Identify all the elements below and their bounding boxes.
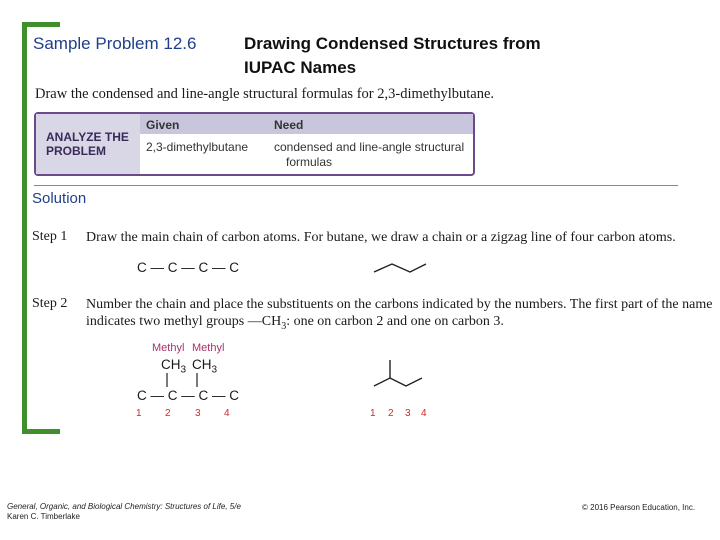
title-prefix: Sample Problem 12.6: [33, 34, 197, 53]
step-1-zigzag-structure: [372, 260, 432, 280]
ch3-2-text: CH: [192, 357, 212, 372]
step-2-text-part-a: indicates two methyl groups —CH: [86, 314, 282, 329]
step-2-text-part-b: : one on carbon 2 and one on carbon 3.: [286, 314, 504, 329]
carbon-number-1: 1: [136, 408, 142, 419]
analyze-header-row: [140, 114, 473, 134]
problem-statement: Draw the condensed and line-angle structural formulas for 2,3-dimethylbutane.: [35, 86, 495, 102]
ch3-2-subscript: 3: [211, 364, 218, 376]
slide-title: [33, 32, 541, 77]
footer-book-credit: [7, 502, 241, 522]
methyl-bonds: [160, 373, 240, 389]
footer-author: Karen C. Timberlake: [7, 512, 80, 521]
step-2-condensed-chain: C — C — C — C: [137, 388, 240, 403]
frame-bracket-side: [22, 22, 27, 434]
title-line-2: IUPAC Names: [244, 58, 357, 77]
given-header: Given: [146, 118, 180, 132]
footer-book-title: General, Organic, and Biological Chemistry: Structures of Life, 5/e: [7, 502, 241, 511]
line-number-4: 4: [421, 408, 427, 419]
carbon-number-4: 4: [224, 408, 230, 419]
ch3-1-text: CH: [161, 357, 181, 372]
step-2-text-line-2: [86, 313, 716, 335]
footer-copyright: © 2016 Pearson Education, Inc.: [582, 503, 696, 512]
carbon-number-2: 2: [165, 408, 171, 419]
step-2-line-angle-structure: [372, 358, 432, 398]
step-2-label: Step 2: [32, 296, 68, 311]
analyze-label-line-1: ANALYZE THE: [46, 130, 129, 144]
line-number-3: 3: [405, 408, 411, 419]
title-main: [244, 32, 684, 80]
need-header: Need: [274, 118, 304, 132]
analyze-label: [36, 114, 140, 174]
frame-bracket-top: [22, 22, 60, 27]
given-value: 2,3-dimethylbutane: [146, 140, 249, 154]
methyl-label-1: Methyl: [152, 342, 185, 354]
solution-divider: [34, 185, 678, 186]
ch3-1-subscript: 3: [180, 364, 187, 376]
step-2-subscript: 3: [281, 320, 287, 332]
frame-bracket-bottom: [22, 429, 60, 434]
step-1-label: Step 1: [32, 229, 68, 244]
need-value-line-1: condensed and line-angle structural: [274, 140, 465, 154]
solution-heading: Solution: [32, 190, 87, 207]
title-line-1: Drawing Condensed Structures from: [244, 34, 541, 53]
carbon-number-3: 3: [195, 408, 201, 419]
need-value-line-2: formulas: [286, 155, 333, 169]
step-1-condensed-chain: C — C — C — C: [137, 260, 240, 275]
line-number-2: 2: [388, 408, 394, 419]
methyl-label-2: Methyl: [192, 342, 225, 354]
analyze-label-line-2: PROBLEM: [46, 144, 106, 158]
step-2-text: [86, 296, 716, 335]
step-1-text: Draw the main chain of carbon atoms. For butane, we draw a chain or a zigzag line of four carbon atoms.: [86, 230, 676, 245]
line-number-1: 1: [370, 408, 376, 419]
step-2-text-line-1: Number the chain and place the substituents on the carbons indicated by the numbers. The first part of the name: [86, 297, 713, 312]
analyze-problem-box: [34, 112, 475, 176]
